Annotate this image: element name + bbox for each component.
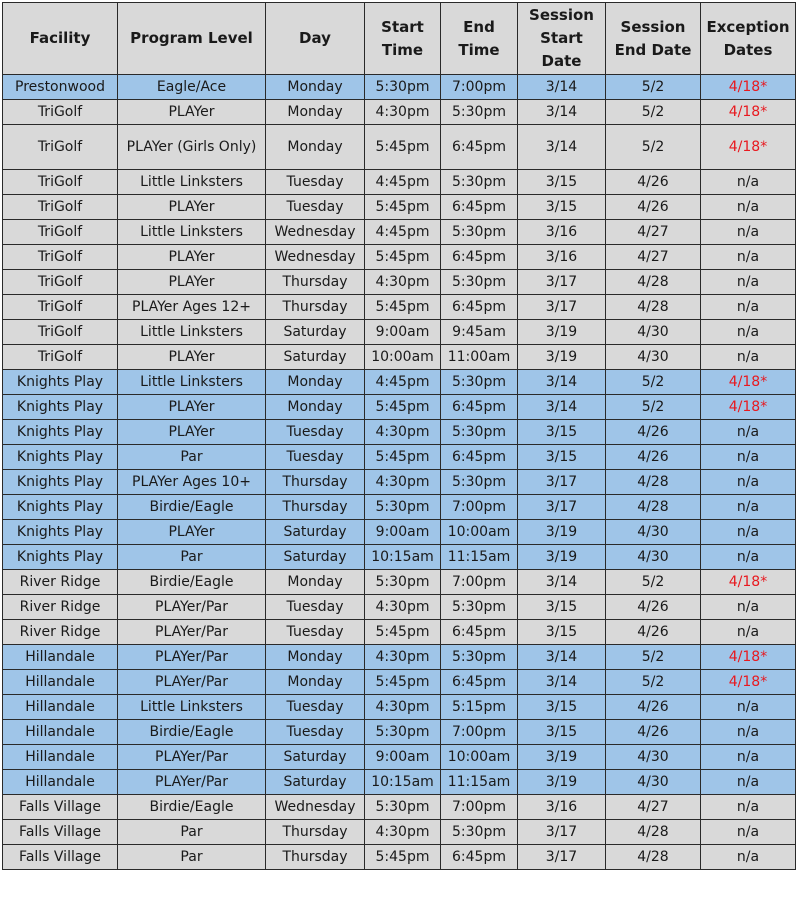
cell-facility: River Ridge [3,570,118,595]
cell-exception-dates: 4/18* [701,395,796,420]
cell-session-end-date: 5/2 [606,125,701,170]
cell-program-level: PLAYer [118,245,266,270]
cell-day: Tuesday [266,170,365,195]
cell-facility: Falls Village [3,845,118,870]
cell-start-time: 5:45pm [365,445,441,470]
cell-exception-dates: n/a [701,245,796,270]
cell-program-level: PLAYer [118,520,266,545]
cell-day: Monday [266,645,365,670]
cell-session-end-date: 4/27 [606,795,701,820]
table-row [3,445,796,470]
cell-facility: TriGolf [3,100,118,125]
cell-facility: Knights Play [3,370,118,395]
table-row [3,195,796,220]
cell-session-end-date: 4/30 [606,745,701,770]
table-row [3,345,796,370]
cell-session-start-date: 3/17 [518,820,606,845]
cell-session-end-date: 4/30 [606,320,701,345]
cell-session-end-date: 5/2 [606,75,701,100]
table-row [3,125,796,170]
cell-day: Monday [266,100,365,125]
cell-exception-dates: n/a [701,720,796,745]
cell-session-end-date: 4/28 [606,495,701,520]
cell-session-end-date: 4/26 [606,420,701,445]
cell-session-start-date: 3/17 [518,495,606,520]
cell-program-level: PLAYer [118,195,266,220]
header-session-end-date: Session End Date [606,3,701,75]
cell-end-time: 6:45pm [441,245,518,270]
cell-session-start-date: 3/17 [518,270,606,295]
cell-session-start-date: 3/19 [518,745,606,770]
cell-session-start-date: 3/14 [518,570,606,595]
table-row [3,245,796,270]
cell-session-end-date: 4/30 [606,545,701,570]
cell-end-time: 6:45pm [441,125,518,170]
cell-exception-dates: 4/18* [701,645,796,670]
cell-facility: River Ridge [3,595,118,620]
cell-program-level: PLAYer/Par [118,620,266,645]
cell-exception-dates: n/a [701,770,796,795]
cell-session-start-date: 3/15 [518,595,606,620]
cell-start-time: 5:30pm [365,495,441,520]
schedule-table [2,2,796,870]
cell-start-time: 4:45pm [365,220,441,245]
cell-session-end-date: 4/28 [606,820,701,845]
cell-program-level: Birdie/Eagle [118,720,266,745]
cell-program-level: PLAYer Ages 12+ [118,295,266,320]
table-row [3,420,796,445]
cell-session-end-date: 4/26 [606,720,701,745]
cell-exception-dates: n/a [701,270,796,295]
cell-start-time: 9:00am [365,520,441,545]
cell-exception-dates: 4/18* [701,125,796,170]
cell-end-time: 7:00pm [441,720,518,745]
header-day: Day [266,3,365,75]
cell-program-level: Little Linksters [118,220,266,245]
cell-start-time: 4:45pm [365,370,441,395]
cell-end-time: 5:30pm [441,645,518,670]
table-row [3,75,796,100]
cell-session-start-date: 3/15 [518,420,606,445]
cell-end-time: 11:15am [441,770,518,795]
cell-start-time: 5:30pm [365,720,441,745]
cell-program-level: Little Linksters [118,695,266,720]
cell-session-start-date: 3/17 [518,470,606,495]
cell-program-level: Eagle/Ace [118,75,266,100]
cell-facility: TriGolf [3,195,118,220]
cell-day: Tuesday [266,420,365,445]
cell-exception-dates: n/a [701,170,796,195]
cell-end-time: 5:30pm [441,470,518,495]
cell-program-level: Par [118,545,266,570]
table-row [3,295,796,320]
cell-day: Tuesday [266,695,365,720]
cell-exception-dates: n/a [701,620,796,645]
cell-facility: Knights Play [3,420,118,445]
cell-facility: Knights Play [3,395,118,420]
cell-facility: Hillandale [3,670,118,695]
cell-session-end-date: 4/30 [606,770,701,795]
cell-session-start-date: 3/15 [518,170,606,195]
cell-session-end-date: 4/28 [606,470,701,495]
cell-day: Monday [266,125,365,170]
cell-end-time: 11:15am [441,545,518,570]
cell-session-end-date: 4/28 [606,295,701,320]
cell-end-time: 6:45pm [441,845,518,870]
cell-end-time: 6:45pm [441,670,518,695]
cell-session-start-date: 3/17 [518,845,606,870]
cell-end-time: 6:45pm [441,395,518,420]
table-row [3,320,796,345]
cell-start-time: 9:00am [365,320,441,345]
cell-start-time: 4:30pm [365,470,441,495]
header-end-time: End Time [441,3,518,75]
table-row [3,495,796,520]
cell-exception-dates: n/a [701,220,796,245]
cell-day: Monday [266,75,365,100]
cell-end-time: 10:00am [441,745,518,770]
cell-facility: Knights Play [3,545,118,570]
table-row [3,270,796,295]
table-row [3,820,796,845]
cell-start-time: 4:30pm [365,100,441,125]
cell-day: Wednesday [266,220,365,245]
cell-session-start-date: 3/14 [518,645,606,670]
cell-session-end-date: 4/28 [606,270,701,295]
cell-facility: TriGolf [3,345,118,370]
table-row [3,645,796,670]
cell-facility: Hillandale [3,745,118,770]
cell-session-end-date: 5/2 [606,100,701,125]
cell-day: Saturday [266,545,365,570]
cell-day: Tuesday [266,445,365,470]
cell-session-end-date: 4/30 [606,520,701,545]
cell-session-end-date: 4/26 [606,445,701,470]
cell-program-level: PLAYer/Par [118,645,266,670]
cell-session-start-date: 3/15 [518,695,606,720]
cell-exception-dates: n/a [701,195,796,220]
cell-exception-dates: n/a [701,495,796,520]
cell-start-time: 5:30pm [365,75,441,100]
table-row [3,220,796,245]
cell-session-start-date: 3/15 [518,620,606,645]
cell-session-end-date: 4/30 [606,345,701,370]
cell-session-start-date: 3/14 [518,125,606,170]
cell-exception-dates: n/a [701,745,796,770]
cell-program-level: Little Linksters [118,370,266,395]
cell-facility: Falls Village [3,820,118,845]
cell-facility: Prestonwood [3,75,118,100]
cell-facility: TriGolf [3,125,118,170]
cell-session-end-date: 5/2 [606,645,701,670]
cell-program-level: PLAYer/Par [118,595,266,620]
cell-start-time: 10:15am [365,545,441,570]
cell-session-start-date: 3/19 [518,320,606,345]
cell-facility: TriGolf [3,270,118,295]
cell-session-start-date: 3/19 [518,520,606,545]
cell-start-time: 5:30pm [365,795,441,820]
cell-exception-dates: n/a [701,420,796,445]
cell-start-time: 10:15am [365,770,441,795]
table-row [3,520,796,545]
cell-end-time: 5:30pm [441,595,518,620]
cell-end-time: 7:00pm [441,75,518,100]
cell-start-time: 4:30pm [365,595,441,620]
cell-day: Saturday [266,770,365,795]
cell-facility: Falls Village [3,795,118,820]
cell-facility: Hillandale [3,695,118,720]
cell-end-time: 11:00am [441,345,518,370]
cell-start-time: 4:30pm [365,645,441,670]
cell-program-level: PLAYer [118,270,266,295]
cell-day: Saturday [266,345,365,370]
cell-start-time: 4:30pm [365,270,441,295]
cell-session-end-date: 5/2 [606,670,701,695]
cell-day: Thursday [266,470,365,495]
table-row [3,795,796,820]
cell-exception-dates: n/a [701,470,796,495]
cell-day: Monday [266,670,365,695]
cell-program-level: PLAYer/Par [118,770,266,795]
cell-facility: TriGolf [3,220,118,245]
cell-day: Saturday [266,520,365,545]
cell-program-level: PLAYer/Par [118,745,266,770]
cell-session-end-date: 5/2 [606,570,701,595]
cell-start-time: 5:45pm [365,670,441,695]
cell-program-level: PLAYer [118,100,266,125]
cell-session-end-date: 4/26 [606,195,701,220]
cell-day: Saturday [266,320,365,345]
cell-exception-dates: n/a [701,595,796,620]
cell-session-start-date: 3/14 [518,370,606,395]
cell-program-level: Little Linksters [118,170,266,195]
table-row [3,170,796,195]
cell-session-end-date: 4/27 [606,220,701,245]
cell-day: Monday [266,395,365,420]
table-row [3,695,796,720]
header-facility: Facility [3,3,118,75]
cell-end-time: 7:00pm [441,570,518,595]
cell-day: Thursday [266,820,365,845]
cell-exception-dates: n/a [701,320,796,345]
table-row [3,545,796,570]
cell-program-level: PLAYer [118,345,266,370]
cell-end-time: 7:00pm [441,495,518,520]
cell-exception-dates: 4/18* [701,75,796,100]
cell-facility: Hillandale [3,770,118,795]
cell-exception-dates: n/a [701,520,796,545]
cell-exception-dates: n/a [701,545,796,570]
cell-end-time: 5:30pm [441,420,518,445]
cell-program-level: Birdie/Eagle [118,495,266,520]
cell-end-time: 6:45pm [441,445,518,470]
cell-end-time: 6:45pm [441,295,518,320]
cell-exception-dates: n/a [701,795,796,820]
header-exception-dates: Exception Dates [701,3,796,75]
cell-exception-dates: 4/18* [701,570,796,595]
cell-day: Thursday [266,270,365,295]
cell-exception-dates: 4/18* [701,670,796,695]
cell-session-start-date: 3/16 [518,795,606,820]
cell-start-time: 5:45pm [365,845,441,870]
cell-session-end-date: 4/26 [606,620,701,645]
cell-program-level: Little Linksters [118,320,266,345]
cell-day: Thursday [266,845,365,870]
cell-facility: Knights Play [3,470,118,495]
cell-start-time: 4:30pm [365,820,441,845]
cell-program-level: PLAYer (Girls Only) [118,125,266,170]
cell-facility: Knights Play [3,520,118,545]
cell-start-time: 5:45pm [365,195,441,220]
cell-session-end-date: 4/26 [606,170,701,195]
cell-start-time: 5:45pm [365,245,441,270]
cell-session-end-date: 4/27 [606,245,701,270]
cell-day: Monday [266,570,365,595]
cell-start-time: 10:00am [365,345,441,370]
cell-day: Tuesday [266,595,365,620]
cell-facility: Knights Play [3,495,118,520]
table-row [3,845,796,870]
cell-day: Saturday [266,745,365,770]
cell-start-time: 4:45pm [365,170,441,195]
header-program-level: Program Level [118,3,266,75]
cell-day: Thursday [266,295,365,320]
cell-end-time: 9:45am [441,320,518,345]
cell-start-time: 9:00am [365,745,441,770]
cell-exception-dates: n/a [701,345,796,370]
cell-facility: Hillandale [3,720,118,745]
cell-session-start-date: 3/14 [518,100,606,125]
cell-exception-dates: n/a [701,820,796,845]
table-row [3,720,796,745]
cell-session-end-date: 4/28 [606,845,701,870]
cell-program-level: PLAYer [118,395,266,420]
table-row [3,770,796,795]
cell-program-level: PLAYer Ages 10+ [118,470,266,495]
cell-end-time: 6:45pm [441,620,518,645]
cell-session-start-date: 3/14 [518,395,606,420]
cell-program-level: Par [118,820,266,845]
cell-session-start-date: 3/15 [518,195,606,220]
cell-session-start-date: 3/14 [518,670,606,695]
table-row [3,620,796,645]
cell-session-start-date: 3/17 [518,295,606,320]
cell-day: Tuesday [266,620,365,645]
cell-session-end-date: 4/26 [606,595,701,620]
cell-session-start-date: 3/14 [518,75,606,100]
table-row [3,370,796,395]
cell-session-start-date: 3/19 [518,545,606,570]
cell-day: Tuesday [266,195,365,220]
cell-end-time: 5:15pm [441,695,518,720]
table-row [3,395,796,420]
cell-exception-dates: 4/18* [701,370,796,395]
cell-end-time: 6:45pm [441,195,518,220]
header-row [3,3,796,75]
cell-session-start-date: 3/19 [518,345,606,370]
table-row [3,595,796,620]
cell-end-time: 5:30pm [441,220,518,245]
cell-day: Monday [266,370,365,395]
cell-program-level: Par [118,445,266,470]
cell-end-time: 5:30pm [441,100,518,125]
cell-day: Wednesday [266,795,365,820]
table-row [3,670,796,695]
cell-session-end-date: 4/26 [606,695,701,720]
cell-program-level: Birdie/Eagle [118,570,266,595]
cell-exception-dates: n/a [701,445,796,470]
table-row [3,570,796,595]
cell-exception-dates: n/a [701,695,796,720]
table-row [3,470,796,495]
cell-session-start-date: 3/19 [518,770,606,795]
cell-facility: Hillandale [3,645,118,670]
cell-exception-dates: 4/18* [701,100,796,125]
cell-end-time: 5:30pm [441,820,518,845]
cell-end-time: 5:30pm [441,370,518,395]
cell-program-level: PLAYer/Par [118,670,266,695]
cell-session-end-date: 5/2 [606,370,701,395]
cell-facility: TriGolf [3,245,118,270]
cell-program-level: Birdie/Eagle [118,795,266,820]
cell-end-time: 5:30pm [441,170,518,195]
cell-day: Tuesday [266,720,365,745]
cell-start-time: 5:30pm [365,570,441,595]
cell-facility: Knights Play [3,445,118,470]
cell-end-time: 7:00pm [441,795,518,820]
cell-day: Thursday [266,495,365,520]
cell-session-start-date: 3/15 [518,720,606,745]
cell-start-time: 4:30pm [365,695,441,720]
cell-end-time: 10:00am [441,520,518,545]
cell-session-end-date: 5/2 [606,395,701,420]
cell-session-start-date: 3/16 [518,220,606,245]
cell-program-level: Par [118,845,266,870]
cell-start-time: 4:30pm [365,420,441,445]
cell-session-start-date: 3/15 [518,445,606,470]
cell-day: Wednesday [266,245,365,270]
cell-facility: TriGolf [3,170,118,195]
cell-start-time: 5:45pm [365,620,441,645]
header-session-start-date: Session Start Date [518,3,606,75]
cell-end-time: 5:30pm [441,270,518,295]
cell-program-level: PLAYer [118,420,266,445]
cell-exception-dates: n/a [701,845,796,870]
cell-start-time: 5:45pm [365,395,441,420]
cell-facility: TriGolf [3,295,118,320]
table-row [3,100,796,125]
header-start-time: Start Time [365,3,441,75]
cell-start-time: 5:45pm [365,295,441,320]
cell-exception-dates: n/a [701,295,796,320]
table-row [3,745,796,770]
cell-session-start-date: 3/16 [518,245,606,270]
cell-facility: River Ridge [3,620,118,645]
cell-start-time: 5:45pm [365,125,441,170]
cell-facility: TriGolf [3,320,118,345]
